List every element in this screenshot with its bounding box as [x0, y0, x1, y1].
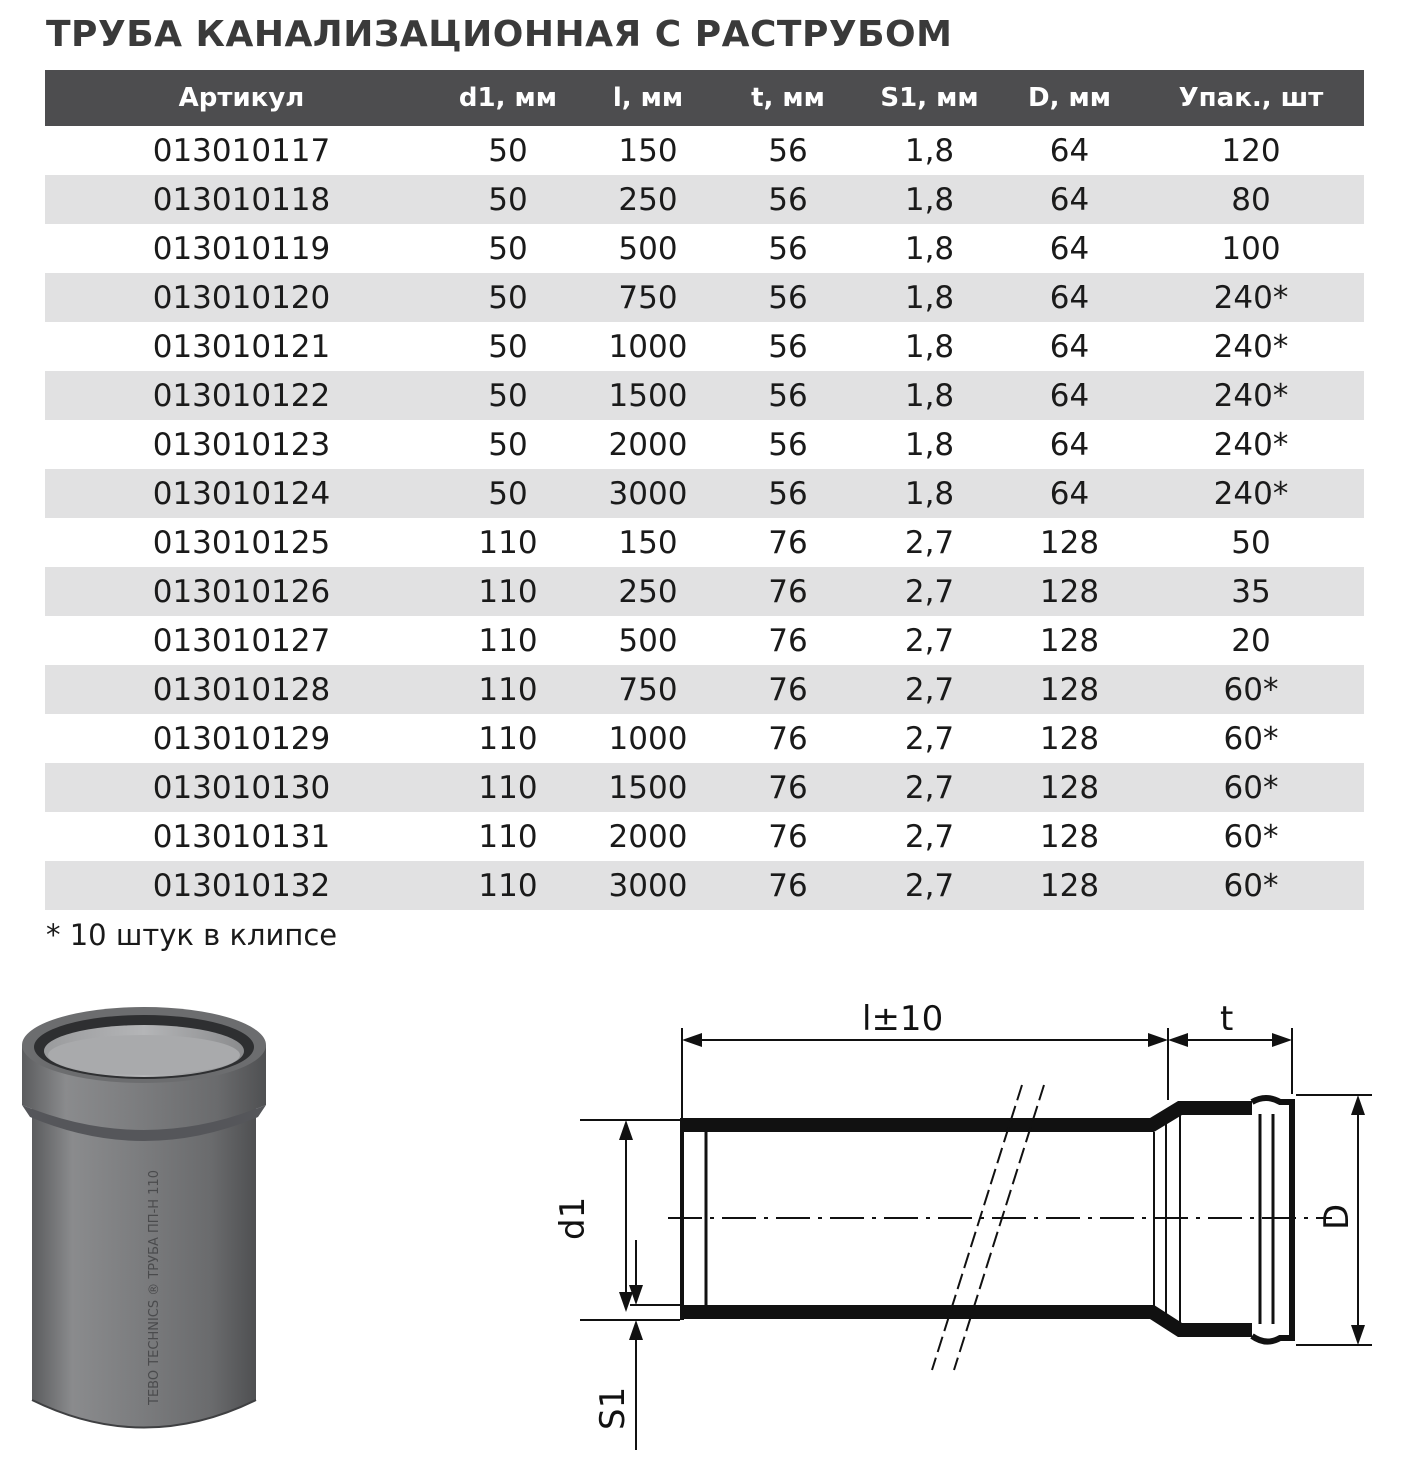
table-cell: 110 — [478, 818, 538, 855]
table-row — [45, 126, 1364, 175]
table-cell: 240* — [1213, 475, 1289, 512]
table-cell: 110 — [478, 769, 538, 806]
table-cell: 64 — [1049, 132, 1090, 169]
table-cell: 50 — [488, 230, 528, 267]
table-cell: 013010129 — [152, 720, 331, 757]
table-cell: 76 — [768, 769, 808, 806]
table-cell: 76 — [768, 573, 808, 610]
table-cell: 013010125 — [152, 524, 331, 561]
table-cell: 128 — [1039, 524, 1100, 561]
table-cell: 128 — [1039, 769, 1100, 806]
table-cell: 56 — [768, 181, 808, 218]
table-cell: 2,7 — [904, 867, 955, 904]
page-title: ТРУБА КАНАЛИЗАЦИОННАЯ С РАСТРУБОМ — [46, 14, 953, 55]
table-cell: 60* — [1223, 720, 1279, 757]
table-cell: 128 — [1039, 818, 1100, 855]
table-cell: 1500 — [608, 769, 688, 806]
table-cell: 64 — [1049, 181, 1090, 218]
table-cell: 250 — [618, 573, 678, 610]
table-cell: 60* — [1223, 671, 1279, 708]
table-row — [45, 567, 1364, 616]
table-cell: 56 — [768, 279, 808, 316]
table-cell: 150 — [618, 524, 678, 561]
table-cell: 64 — [1049, 328, 1090, 365]
table-row — [45, 861, 1364, 910]
table-cell: 76 — [768, 867, 808, 904]
footnote: * 10 штук в клипсе — [46, 918, 338, 952]
table-cell: 1,8 — [904, 181, 955, 218]
table-cell: 013010117 — [152, 132, 331, 169]
table-cell: 50 — [488, 475, 528, 512]
table-cell: 60* — [1223, 818, 1279, 855]
column-header: D, мм — [1027, 83, 1111, 113]
table-cell: 60* — [1223, 867, 1279, 904]
label-t: t — [1220, 999, 1234, 1039]
table-cell: 35 — [1231, 573, 1271, 610]
pipe-imprint: TEBO TECHNICS ® ТРУБА ПП-Н 110 — [147, 1170, 162, 1405]
table-cell: 110 — [478, 573, 538, 610]
column-header: t, мм — [751, 83, 825, 113]
table-row — [45, 224, 1364, 273]
table-cell: 76 — [768, 720, 808, 757]
table-cell: 50 — [488, 181, 528, 218]
table-cell: 1,8 — [904, 328, 955, 365]
table-cell: 56 — [768, 475, 808, 512]
table-row — [45, 714, 1364, 763]
table-cell: 50 — [488, 377, 528, 414]
table-cell: 76 — [768, 818, 808, 855]
table-cell: 64 — [1049, 475, 1090, 512]
table-cell: 500 — [618, 622, 678, 659]
pipe-technical-drawing — [540, 990, 1404, 1460]
table-cell: 1000 — [608, 328, 688, 365]
table-cell: 1,8 — [904, 426, 955, 463]
table-body — [45, 126, 1364, 910]
table-cell: 013010132 — [152, 867, 331, 904]
table-cell: 76 — [768, 671, 808, 708]
table-cell: 013010119 — [152, 230, 331, 267]
table-cell: 128 — [1039, 671, 1100, 708]
column-header: l, мм — [612, 83, 684, 113]
table-cell: 240* — [1213, 328, 1289, 365]
table-cell: 50 — [488, 426, 528, 463]
table-cell: 2,7 — [904, 524, 955, 561]
table-cell: 750 — [618, 279, 678, 316]
table-cell: 128 — [1039, 622, 1100, 659]
table-cell: 20 — [1231, 622, 1271, 659]
table-cell: 240* — [1213, 377, 1289, 414]
table-cell: 56 — [768, 328, 808, 365]
table-cell: 3000 — [608, 867, 688, 904]
table-cell: 128 — [1039, 720, 1100, 757]
table-cell: 128 — [1039, 867, 1100, 904]
table-cell: 013010123 — [152, 426, 331, 463]
table-cell: 2,7 — [904, 720, 955, 757]
table-cell: 64 — [1049, 377, 1090, 414]
table-cell: 1,8 — [904, 132, 955, 169]
table-cell: 013010127 — [152, 622, 331, 659]
table-row — [45, 273, 1364, 322]
table-cell: 64 — [1049, 230, 1090, 267]
table-cell: 64 — [1049, 426, 1090, 463]
table-cell: 500 — [618, 230, 678, 267]
table-cell: 2,7 — [904, 818, 955, 855]
table-cell: 240* — [1213, 279, 1289, 316]
column-header: d1, мм — [458, 83, 558, 113]
column-header: Артикул — [178, 83, 305, 113]
table-cell: 013010122 — [152, 377, 331, 414]
table-row — [45, 616, 1364, 665]
table-row — [45, 665, 1364, 714]
table-cell: 76 — [768, 524, 808, 561]
table-row — [45, 518, 1364, 567]
table-row — [45, 371, 1364, 420]
table-cell: 110 — [478, 524, 538, 561]
table-cell: 2000 — [608, 426, 688, 463]
table-cell: 1,8 — [904, 230, 955, 267]
table-row — [45, 322, 1364, 371]
table-cell: 110 — [478, 867, 538, 904]
table-cell: 013010131 — [152, 818, 331, 855]
table-cell: 013010124 — [152, 475, 331, 512]
table-cell: 56 — [768, 230, 808, 267]
table-cell: 2,7 — [904, 769, 955, 806]
table-cell: 150 — [618, 132, 678, 169]
table-cell: 2000 — [608, 818, 688, 855]
table-row — [45, 175, 1364, 224]
table-cell: 120 — [1221, 132, 1281, 169]
label-D: D — [1317, 1203, 1357, 1230]
table-cell: 128 — [1039, 573, 1100, 610]
table-cell: 60* — [1223, 769, 1279, 806]
table-cell: 110 — [478, 622, 538, 659]
table-cell: 1,8 — [904, 475, 955, 512]
table-cell: 100 — [1221, 230, 1281, 267]
table-cell: 64 — [1049, 279, 1090, 316]
label-l: l±10 — [862, 999, 944, 1039]
table-cell: 250 — [618, 181, 678, 218]
table-cell: 50 — [488, 132, 528, 169]
column-header: Упак., шт — [1178, 83, 1324, 113]
table-cell: 750 — [618, 671, 678, 708]
table-cell: 1000 — [608, 720, 688, 757]
table-cell: 110 — [478, 720, 538, 757]
table-cell: 50 — [1231, 524, 1271, 561]
table-cell: 3000 — [608, 475, 688, 512]
table-cell: 013010121 — [152, 328, 331, 365]
label-d1: d1 — [553, 1196, 593, 1240]
table-cell: 76 — [768, 622, 808, 659]
table-cell: 2,7 — [904, 622, 955, 659]
table-cell: 2,7 — [904, 573, 955, 610]
table-cell: 240* — [1213, 426, 1289, 463]
table-cell: 013010126 — [152, 573, 331, 610]
label-S1: S1 — [593, 1386, 633, 1430]
spec-table — [45, 70, 1364, 910]
table-cell: 1,8 — [904, 377, 955, 414]
table-cell: 80 — [1231, 181, 1271, 218]
table-cell: 56 — [768, 426, 808, 463]
table-header-row — [45, 70, 1364, 126]
spec-table-container — [45, 70, 1364, 910]
table-cell: 1,8 — [904, 279, 955, 316]
table-row — [45, 763, 1364, 812]
table-cell: 2,7 — [904, 671, 955, 708]
table-row — [45, 420, 1364, 469]
table-cell: 110 — [478, 671, 538, 708]
table-cell: 50 — [488, 279, 528, 316]
table-cell: 50 — [488, 328, 528, 365]
table-cell: 013010118 — [152, 181, 331, 218]
table-cell: 013010130 — [152, 769, 331, 806]
table-cell: 56 — [768, 377, 808, 414]
table-cell: 013010128 — [152, 671, 331, 708]
table-row — [45, 469, 1364, 518]
table-cell: 56 — [768, 132, 808, 169]
table-cell: 1500 — [608, 377, 688, 414]
table-cell: 013010120 — [152, 279, 331, 316]
column-header: S1, мм — [880, 83, 979, 113]
pipe-photo — [18, 1005, 270, 1445]
table-row — [45, 812, 1364, 861]
